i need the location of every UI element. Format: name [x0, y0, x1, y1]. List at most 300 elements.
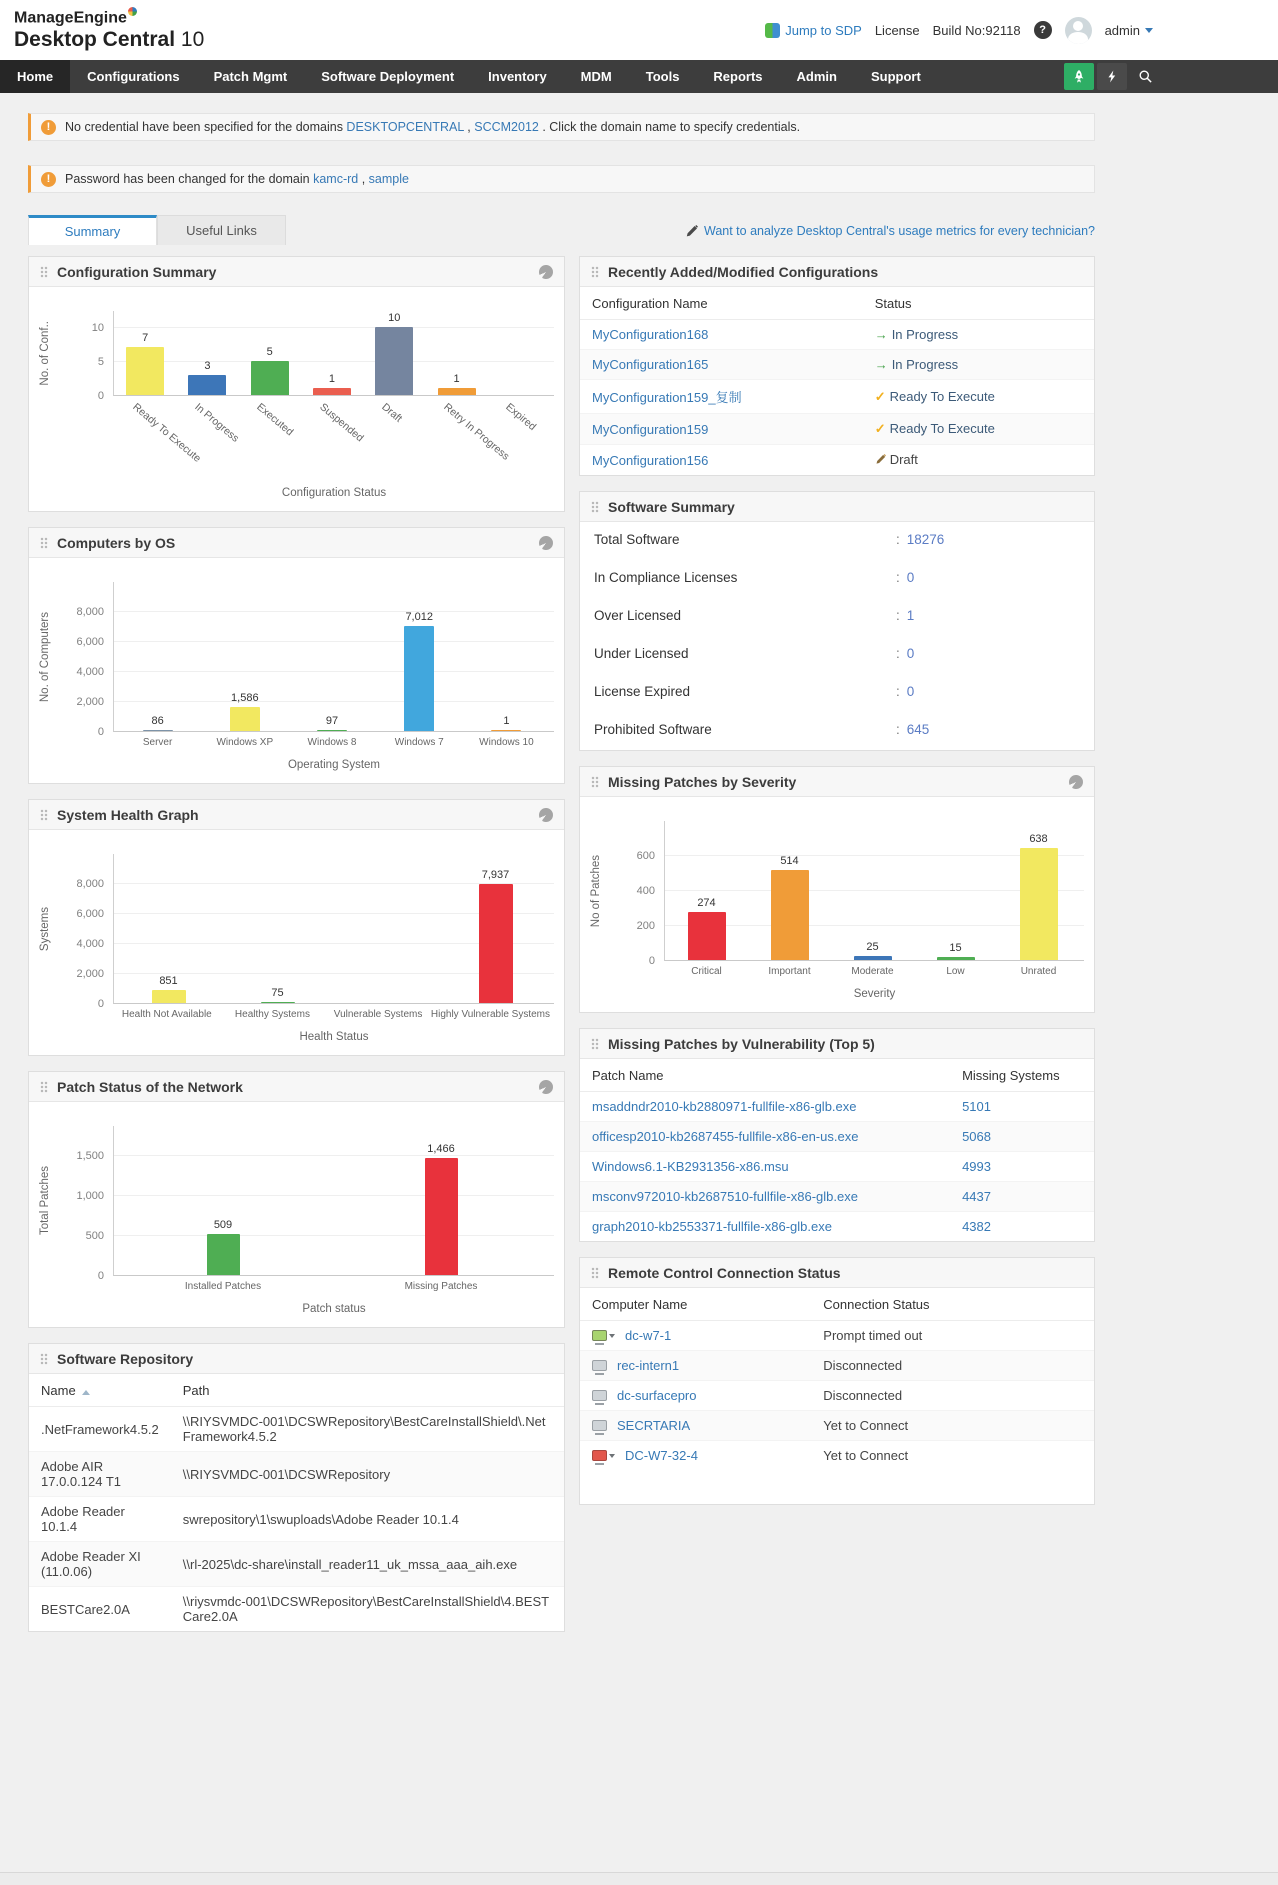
patch-link[interactable]: Windows6.1-KB2931356-x86.msu	[592, 1159, 789, 1174]
chevron-down-icon[interactable]	[609, 1334, 615, 1338]
right-column	[579, 256, 1095, 1632]
nav-item-admin[interactable]: Admin	[796, 69, 837, 84]
table-row	[29, 1452, 564, 1497]
software-name-cell: BESTCare2.0A	[41, 1601, 130, 1617]
x-axis-labels	[114, 396, 554, 478]
bar-executed[interactable]	[251, 361, 289, 395]
x-slot	[220, 1004, 326, 1022]
panel-missing-patches-by-severity	[579, 766, 1095, 1013]
bar-value-label: 851	[159, 975, 178, 988]
bar-slot	[488, 311, 550, 395]
configuration-link-myconfiguration165[interactable]: MyConfiguration165	[592, 357, 709, 372]
table-head	[580, 1288, 1094, 1321]
x-tick-label-healthy-systems: Healthy Systems	[234, 1009, 310, 1020]
license-link[interactable]: License	[874, 22, 920, 38]
bar-windows-8[interactable]	[317, 730, 347, 731]
x-tick-label-important: Important	[768, 966, 811, 977]
x-tick-label-windows-xp: Windows XP	[216, 737, 274, 748]
x-slot	[376, 732, 463, 750]
x-axis-title: Health Status	[299, 1031, 369, 1043]
alert-domain-link-sccm2012[interactable]: SCCM2012	[474, 120, 539, 134]
summary-row	[580, 560, 1094, 598]
drag-handle-icon[interactable]	[40, 266, 48, 278]
bar-value-label: 1	[328, 373, 336, 386]
plot-row	[590, 821, 1084, 967]
bar-healthy-systems[interactable]	[261, 1002, 295, 1003]
help-icon[interactable]: ?	[1034, 21, 1052, 39]
search-icon[interactable]	[1130, 63, 1160, 90]
drag-handle-icon[interactable]	[591, 1267, 599, 1279]
nav-item-inventory[interactable]: Inventory	[488, 69, 547, 84]
nav-item-reports[interactable]: Reports	[713, 69, 763, 84]
summary-count-over-licensed[interactable]: 1	[906, 608, 915, 623]
configuration-link-myconfiguration156[interactable]: MyConfiguration156	[592, 452, 709, 468]
page-footer-divider	[0, 1872, 1278, 1885]
rocket-icon[interactable]	[1064, 63, 1094, 90]
column-header-patch-name[interactable]: Patch Name	[580, 1059, 950, 1092]
x-tick-label-retry-in-progress: Retry In Progress	[441, 401, 512, 463]
summary-value	[896, 684, 914, 699]
sdp-icon	[765, 23, 780, 38]
alert-text-part: ,	[358, 172, 369, 186]
y-axis-title: Total Patches	[39, 1166, 51, 1236]
configuration-name-cell	[580, 350, 863, 380]
summary-label: License Expired	[594, 684, 691, 699]
alert-text-part: No credential have been specified for the domains	[65, 120, 347, 134]
bar-value-label: 3	[204, 359, 211, 372]
panel-title: Missing Patches by Vulnerability (Top 5)	[608, 1035, 875, 1052]
y-tick-label: 4,000	[76, 938, 104, 950]
bar-highly-vulnerable-systems[interactable]	[479, 884, 513, 1003]
drag-handle-icon[interactable]	[40, 537, 48, 549]
summary-colon: :	[896, 570, 900, 585]
y-tick-label: 2,000	[76, 968, 104, 980]
status-label: In Progress	[891, 327, 959, 342]
bar-chart-patch_status	[29, 1102, 564, 1327]
software-path-cell: \\rl-2025\dc-share\install_reader11_uk_mssa_aaa_aih.exe	[171, 1542, 564, 1587]
panel-patch-status-of-network	[28, 1071, 565, 1328]
missing-systems-cell	[950, 1092, 1094, 1122]
bar-important[interactable]	[771, 870, 809, 960]
computer-name-cell	[580, 1351, 811, 1381]
alert-domain-link-desktopcentral[interactable]: DESKTOPCENTRAL	[346, 120, 464, 134]
pie-chart-icon[interactable]	[536, 533, 556, 553]
panel-software-repository	[28, 1343, 565, 1632]
table-row	[580, 1182, 1094, 1212]
bar-chart-computers_by_os	[29, 558, 564, 783]
summary-count-under-licensed[interactable]: 0	[906, 646, 915, 661]
status-label: Ready To Execute	[889, 388, 995, 404]
lightning-bolt-icon[interactable]	[1097, 63, 1127, 90]
computer-link-dc-w7-32-4[interactable]: DC-W7-32-4	[625, 1448, 698, 1463]
remote-control-table	[580, 1288, 1094, 1470]
drag-handle-icon[interactable]	[591, 501, 599, 513]
panel-computers-by-os	[28, 527, 565, 784]
panel-body	[580, 797, 1094, 1012]
x-tick-label-executed: Executed	[254, 401, 296, 439]
panel-title: Software Repository	[57, 1350, 194, 1367]
tab-summary[interactable]: Summary	[28, 215, 157, 245]
column-header-configuration-name[interactable]: Configuration Name	[580, 287, 863, 320]
bar-retry-in-progress[interactable]	[438, 388, 476, 395]
x-tick-label-in-progress: In Progress	[192, 401, 242, 445]
vulnerability-table	[580, 1059, 1094, 1241]
alert-bar	[28, 165, 1095, 193]
summary-count-license-expired[interactable]: 0	[906, 684, 915, 699]
drag-handle-icon[interactable]	[40, 809, 48, 821]
bar-slot	[332, 854, 441, 1003]
x-axis-title: Operating System	[287, 759, 381, 771]
table-row	[580, 445, 1094, 476]
table-row	[580, 1351, 1094, 1381]
jump-to-sdp-link[interactable]	[765, 23, 862, 38]
in-progress-arrow-icon: →	[874, 327, 888, 342]
x-axis-labels	[114, 1004, 554, 1022]
ready-check-icon: ✓	[874, 388, 886, 404]
pie-chart-icon[interactable]	[536, 1077, 556, 1097]
status-label: Draft	[889, 452, 918, 467]
panel-body	[29, 1374, 564, 1631]
missing-systems-cell	[950, 1152, 1094, 1182]
configuration-link-myconfiguration159[interactable]: MyConfiguration159	[592, 421, 709, 437]
chevron-down-icon	[1145, 28, 1153, 33]
connection-status-label: Disconnected	[823, 1358, 903, 1373]
user-menu[interactable]	[1105, 23, 1153, 38]
content-area	[28, 113, 1095, 1632]
summary-label: Total Software	[594, 532, 680, 547]
y-axis-ticks	[56, 582, 113, 738]
configuration-name-cell	[580, 380, 863, 414]
bar-slot	[301, 311, 363, 395]
bar-windows-xp[interactable]	[230, 707, 260, 731]
y-tick-label: 0	[97, 998, 104, 1010]
alert-text	[65, 172, 409, 186]
summary-colon: :	[896, 722, 900, 737]
column-header-path[interactable]: Path	[171, 1374, 564, 1407]
alerts	[28, 113, 1095, 193]
nav-item-tools[interactable]: Tools	[645, 69, 680, 84]
missing-systems-count[interactable]: 4993	[962, 1159, 991, 1174]
x-axis-title: Configuration Status	[281, 487, 387, 499]
alert-warning-icon: !	[41, 120, 56, 135]
alert-domain-link-kamc-rd[interactable]: kamc-rd	[313, 172, 359, 186]
bar-value-label: 5	[266, 346, 273, 358]
drag-handle-icon[interactable]	[591, 266, 599, 278]
computer-monitor-icon-red	[592, 1450, 607, 1461]
header-row	[580, 1059, 1094, 1092]
missing-systems-cell	[950, 1182, 1094, 1212]
x-slot	[114, 1004, 220, 1022]
x-tick-label-low: Low	[946, 966, 965, 977]
status-cell	[863, 380, 1094, 414]
panel-header	[29, 1344, 564, 1374]
brand-manageengine-text: ManageEngine	[14, 9, 127, 27]
patch-link[interactable]: officesp2010-kb2687455-fullfile-x86-en-us.exe	[592, 1129, 859, 1144]
left-column	[28, 256, 565, 1632]
status-cell	[863, 320, 1094, 350]
dashboard-columns	[28, 256, 1095, 1632]
x-tick-label-health-not-available: Health Not Available	[121, 1009, 212, 1020]
plot-area	[664, 821, 1084, 961]
y-axis-title: Systems	[39, 906, 51, 952]
remote-control-rows	[580, 1321, 1094, 1471]
panel-body	[580, 1288, 1094, 1470]
draft-pencil-icon	[875, 453, 886, 468]
bar-chart-system_health	[29, 830, 564, 1055]
jump-to-sdp-label: Jump to SDP	[785, 22, 862, 38]
y-tick-label: 5	[97, 356, 104, 368]
bar-in-progress[interactable]	[188, 375, 226, 395]
panel-title: Computers by OS	[57, 534, 176, 551]
patch-name-cell	[580, 1092, 950, 1122]
bar-slot	[239, 311, 301, 395]
nav-item-software-deployment[interactable]: Software Deployment	[321, 69, 455, 84]
bar-low[interactable]	[937, 957, 975, 960]
bar-value-label: 7,012	[405, 610, 433, 623]
brand-product-text: Desktop Central	[14, 27, 176, 51]
x-slot	[997, 961, 1080, 979]
bar-unrated[interactable]	[1020, 848, 1058, 960]
computer-link-secrtaria[interactable]: SECRTARIA	[617, 1418, 691, 1433]
bar-server[interactable]	[143, 730, 173, 731]
plot-area	[113, 1126, 554, 1276]
x-tick-label-ready-to-execute: Ready To Execute	[129, 401, 203, 465]
table-row	[580, 350, 1094, 380]
panel-body	[29, 1102, 564, 1327]
patch-link[interactable]: graph2010-kb2553371-fullfile-x86-glb.exe	[592, 1219, 832, 1234]
bar-windows-10[interactable]	[491, 730, 521, 731]
x-slot	[288, 732, 375, 750]
panel-system-health-graph	[28, 799, 565, 1056]
drag-handle-icon[interactable]	[591, 1038, 599, 1050]
bars-row	[114, 1126, 550, 1275]
summary-value	[896, 646, 914, 661]
nav-item-home[interactable]: Home	[0, 60, 70, 93]
bar-ready-to-execute[interactable]	[126, 347, 164, 395]
bar-slot	[665, 821, 748, 960]
summary-value	[896, 608, 914, 623]
configuration-link-myconfiguration168[interactable]: MyConfiguration168	[592, 327, 709, 342]
alert-domain-link-sample[interactable]: sample	[368, 172, 409, 186]
bar-value-label: 514	[780, 855, 799, 868]
panel-body	[580, 287, 1094, 475]
panel-title: Remote Control Connection Status	[608, 1264, 841, 1281]
table-row	[580, 320, 1094, 350]
table-row	[29, 1542, 564, 1587]
pie-chart-icon[interactable]	[1066, 772, 1086, 792]
bar-chart-config_summary	[29, 287, 564, 511]
x-slot	[831, 961, 914, 979]
patch-name-cell	[580, 1122, 950, 1152]
bar-installed-patches[interactable]	[207, 1234, 240, 1275]
brand-manageengine	[14, 7, 204, 28]
x-slot	[301, 396, 366, 478]
software-name-cell: Adobe Reader 10.1.4	[29, 1497, 171, 1542]
bar-value-label: 638	[1029, 833, 1048, 846]
column-header-name[interactable]	[29, 1374, 171, 1407]
y-axis-ticks	[56, 854, 113, 1010]
x-slot	[363, 396, 425, 478]
bar-slot	[114, 854, 223, 1003]
x-slot	[463, 732, 550, 750]
y-tick-label: 6,000	[76, 636, 104, 648]
table-head	[580, 287, 1094, 320]
summary-row	[580, 598, 1094, 636]
panel-title: Patch Status of the Network	[57, 1078, 243, 1095]
summary-value	[896, 722, 929, 737]
y-tick-label: 0	[97, 726, 104, 738]
connection-status-cell	[811, 1441, 1094, 1471]
x-axis-title: Severity	[853, 988, 896, 1000]
bar-draft[interactable]	[375, 327, 413, 395]
table-head	[29, 1374, 564, 1407]
bars-row	[114, 311, 550, 395]
tab-useful-links[interactable]: Useful Links	[157, 215, 286, 245]
column-header-status[interactable]: Status	[863, 287, 1094, 320]
x-tick-label-missing-patches: Missing Patches	[404, 1281, 478, 1292]
column-header-computer-name[interactable]: Computer Name	[580, 1288, 811, 1321]
bar-windows-7[interactable]	[404, 626, 434, 731]
missing-systems-count[interactable]: 5068	[962, 1129, 991, 1144]
rocket-glyph	[1071, 69, 1087, 85]
connection-status-cell	[811, 1351, 1094, 1381]
bar-value-label: 509	[213, 1219, 233, 1232]
nav-item-mdm[interactable]: MDM	[580, 69, 612, 84]
pie-chart-icon[interactable]	[536, 262, 556, 282]
bar-value-label: 1,586	[231, 692, 259, 705]
bar-slot	[463, 582, 550, 731]
x-tick-label-server: Server	[142, 737, 173, 748]
x-axis-labels	[114, 1276, 554, 1294]
missing-systems-count[interactable]: 4382	[962, 1219, 991, 1234]
bar-critical[interactable]	[688, 912, 726, 960]
bar-health-not-available[interactable]	[152, 990, 186, 1003]
drag-handle-icon[interactable]	[40, 1353, 48, 1365]
x-tick-label-vulnerable-systems: Vulnerable Systems	[333, 1009, 423, 1020]
drag-handle-icon[interactable]	[591, 776, 599, 788]
x-slot	[325, 1004, 431, 1022]
computer-link-dc-w7-1[interactable]: dc-w7-1	[625, 1328, 672, 1343]
bar-slot	[114, 582, 201, 731]
column-header-missing-systems[interactable]: Missing Systems	[950, 1059, 1094, 1092]
repo-rows	[29, 1407, 564, 1632]
summary-row	[580, 636, 1094, 674]
computer-monitor-icon-gray	[592, 1420, 607, 1431]
status-cell	[863, 445, 1094, 476]
nav-item-configurations[interactable]: Configurations	[87, 69, 180, 84]
y-tick-label: 0	[648, 955, 655, 967]
y-tick-label: 500	[85, 1230, 104, 1242]
computer-name-cell	[580, 1321, 811, 1351]
summary-count-total-software[interactable]: 18276	[906, 532, 945, 547]
y-tick-label: 6,000	[76, 908, 104, 920]
summary-row	[580, 674, 1094, 712]
panel-header	[580, 492, 1094, 522]
bar-value-label: 7	[142, 332, 149, 345]
summary-colon: :	[896, 684, 900, 699]
table-row	[580, 1441, 1094, 1471]
computer-link-dc-surfacepro[interactable]: dc-surfacepro	[617, 1388, 697, 1403]
x-slot	[114, 396, 203, 478]
connection-status-label: Prompt timed out	[823, 1328, 923, 1343]
x-slot	[176, 396, 242, 478]
software-path-cell: \\riysvmdc-001\DCSWRepository\BestCareInstallShield\4.BESTCare2.0A	[182, 1594, 550, 1624]
usage-metrics-link[interactable]	[685, 224, 1095, 238]
summary-label: Prohibited Software	[594, 722, 712, 737]
x-slot	[748, 961, 831, 979]
panel-body	[29, 287, 564, 511]
plot-row	[39, 1126, 554, 1282]
y-axis-ticks	[56, 311, 113, 402]
brand-product	[14, 28, 204, 52]
summary-value	[896, 570, 914, 585]
table-row	[29, 1407, 564, 1452]
summary-count-prohibited-software[interactable]: 645	[906, 722, 930, 737]
recent-config-rows	[580, 320, 1094, 476]
x-slot	[332, 1276, 550, 1294]
computer-monitor-icon-gray	[592, 1360, 607, 1371]
alert-text	[65, 120, 800, 134]
panel-header	[29, 257, 564, 287]
computer-link-rec-intern1[interactable]: rec-intern1	[617, 1358, 680, 1373]
nav-item-support[interactable]: Support	[871, 69, 921, 84]
nav-item-patch-mgmt[interactable]: Patch Mgmt	[213, 69, 288, 84]
header-row	[580, 1288, 1094, 1321]
alert-warning-icon: !	[41, 172, 56, 187]
y-axis-title: No. of Computers	[39, 611, 51, 703]
software-name-cell: Adobe Reader XI (11.0.06)	[29, 1542, 171, 1587]
table-row	[580, 1381, 1094, 1411]
patch-link[interactable]: msconv972010-kb2687510-fullfile-x86-glb.exe	[592, 1189, 858, 1204]
x-tick-label-moderate: Moderate	[851, 966, 894, 977]
drag-handle-icon[interactable]	[40, 1081, 48, 1093]
patch-link[interactable]: msaddndr2010-kb2880971-fullfile-x86-glb.exe	[592, 1099, 857, 1114]
missing-systems-count[interactable]: 4437	[962, 1189, 991, 1204]
header-row	[29, 1374, 564, 1407]
bar-slot	[114, 1126, 332, 1275]
summary-count-in-compliance-licenses[interactable]: 0	[906, 570, 915, 585]
summary-colon: :	[896, 646, 900, 661]
bar-value-label: 1,466	[427, 1142, 455, 1155]
y-axis-ticks	[56, 1126, 113, 1282]
panel-title: System Health Graph	[57, 806, 199, 823]
summary-label: In Compliance Licenses	[594, 570, 738, 585]
chevron-down-icon[interactable]	[609, 1454, 615, 1458]
bar-value-label: 25	[866, 940, 879, 953]
column-header-connection-status[interactable]: Connection Status	[811, 1288, 1094, 1321]
bolt-glyph	[1106, 69, 1119, 84]
panel-header	[580, 257, 1094, 287]
bar-slot	[223, 854, 332, 1003]
bar-moderate[interactable]	[854, 956, 892, 960]
missing-systems-count[interactable]: 5101	[962, 1099, 991, 1114]
bar-slot	[114, 311, 176, 395]
search-glyph	[1138, 69, 1153, 84]
configuration-link-myconfiguration159[interactable]: MyConfiguration159_复制	[592, 390, 742, 405]
x-slot	[425, 396, 512, 478]
bar-missing-patches[interactable]	[425, 1158, 458, 1275]
x-tick-label-windows-7: Windows 7	[394, 737, 444, 748]
y-tick-label: 4,000	[76, 666, 104, 678]
x-slot	[665, 961, 748, 979]
avatar[interactable]	[1065, 17, 1092, 44]
alert-text-part: . Click the domain name to specify credentials.	[538, 120, 801, 134]
bar-slot	[288, 582, 375, 731]
bar-suspended[interactable]	[313, 388, 351, 395]
pie-chart-icon[interactable]	[536, 805, 556, 825]
table-row	[580, 1092, 1094, 1122]
connection-status-label: Yet to Connect	[823, 1418, 909, 1433]
